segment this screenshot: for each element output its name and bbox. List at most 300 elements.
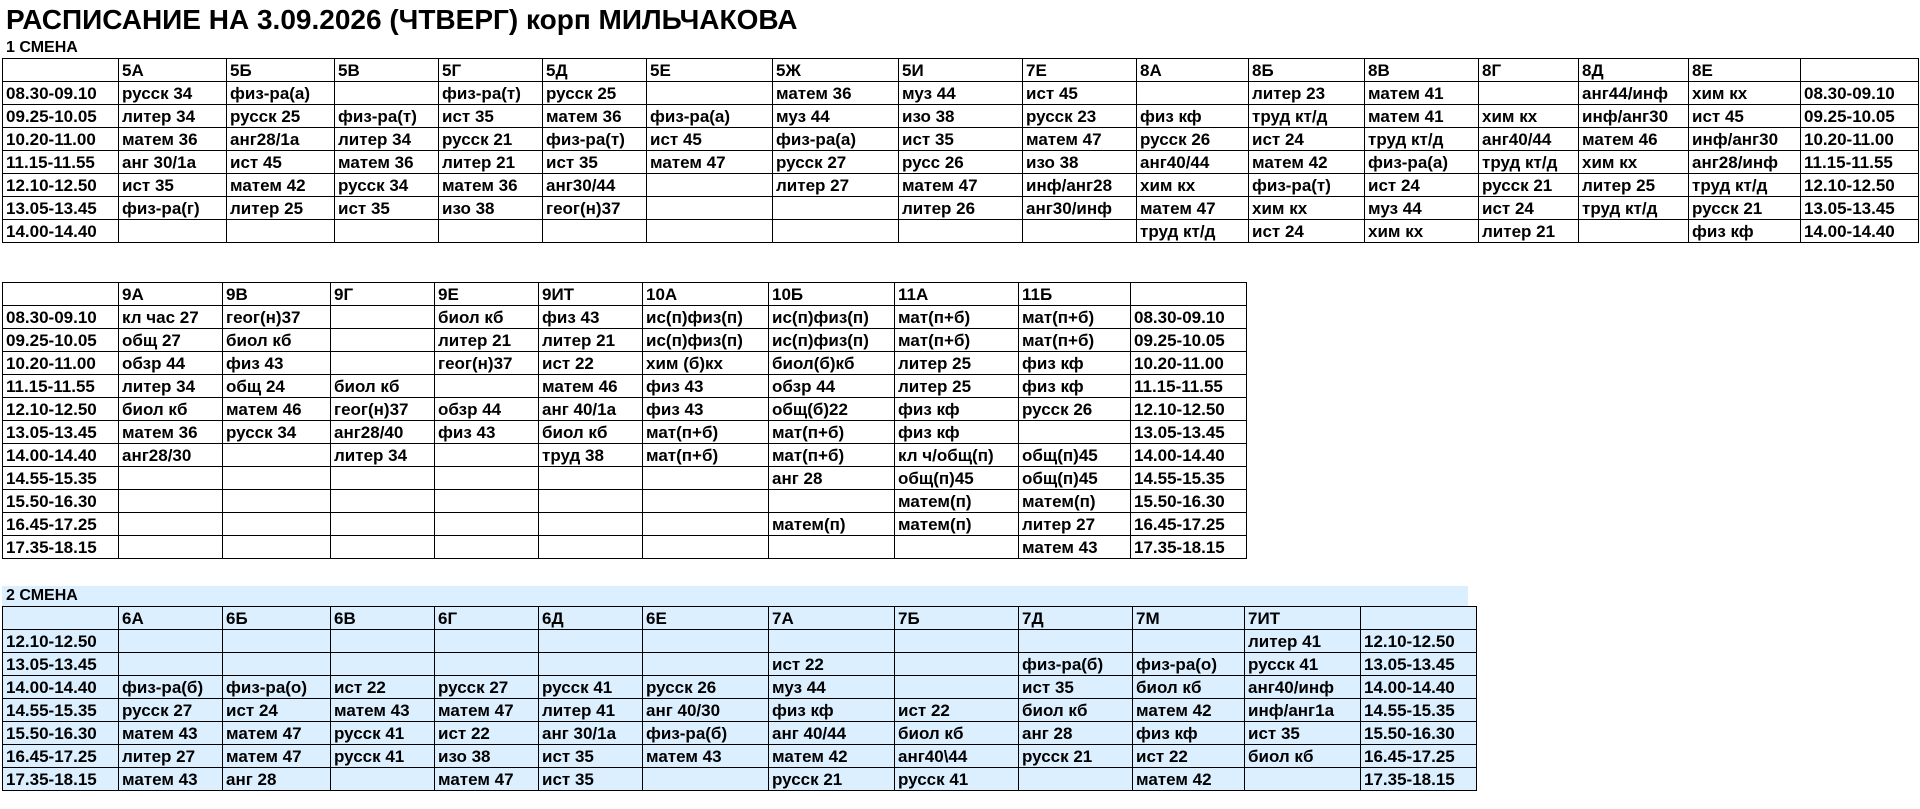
table-row (3, 676, 1477, 699)
table-row (3, 699, 1477, 722)
class-header-cell: 9Г (331, 283, 435, 306)
class-header-cell: 7Е (1023, 59, 1137, 82)
lesson-cell: общ(п)45 (1019, 444, 1131, 467)
lesson-cell (435, 444, 539, 467)
lesson-cell (543, 220, 647, 243)
lesson-cell: матем 42 (769, 745, 895, 768)
time-slot-cell: 13.05-13.45 (1361, 653, 1477, 676)
lesson-cell (331, 768, 435, 791)
lesson-cell: русск 27 (435, 676, 539, 699)
time-slot-cell: 10.20-11.00 (1131, 352, 1247, 375)
lesson-cell: биол кб (223, 329, 331, 352)
lesson-cell: русск 41 (331, 722, 435, 745)
lesson-cell: мат(п+б) (769, 421, 895, 444)
class-header-cell: 6Е (643, 607, 769, 630)
lesson-cell: анг 40/1а (539, 398, 643, 421)
class-header-cell: 10Б (769, 283, 895, 306)
time-slot-cell: 14.55-15.35 (1131, 467, 1247, 490)
schedule-table-shift1-grades5-8 (2, 58, 1919, 243)
lesson-cell: физ-ра(т) (1249, 174, 1365, 197)
lesson-cell (643, 630, 769, 653)
lesson-cell: муз 44 (773, 105, 899, 128)
time-slot-cell: 10.20-11.00 (3, 128, 119, 151)
shift1-label: 1 СМЕНА (6, 39, 78, 56)
lesson-cell: труд кт/д (1137, 220, 1249, 243)
time-slot-cell: 14.00-14.40 (1131, 444, 1247, 467)
shift2-label: 2 СМЕНА (2, 586, 1468, 606)
lesson-cell: литер 26 (899, 197, 1023, 220)
class-header-cell: 5В (335, 59, 439, 82)
lesson-cell: литер 21 (539, 329, 643, 352)
lesson-cell: физ 43 (643, 375, 769, 398)
lesson-cell (769, 630, 895, 653)
lesson-cell: кл ч/общ(п) (895, 444, 1019, 467)
lesson-cell (223, 467, 331, 490)
time-slot-cell: 13.05-13.45 (3, 421, 119, 444)
lesson-cell: матем 47 (899, 174, 1023, 197)
lesson-cell: литер 27 (1019, 513, 1131, 536)
lesson-cell: русск 34 (335, 174, 439, 197)
time-slot-cell: 15.50-16.30 (1361, 722, 1477, 745)
lesson-cell: матем 41 (1365, 105, 1479, 128)
lesson-cell: матем 42 (1249, 151, 1365, 174)
class-header-cell: 6А (119, 607, 223, 630)
lesson-cell: русск 21 (1019, 745, 1133, 768)
table-row (3, 197, 1919, 220)
lesson-cell: литер 23 (1249, 82, 1365, 105)
time-slot-cell: 14.55-15.35 (3, 699, 119, 722)
lesson-cell: матем 47 (435, 768, 539, 791)
lesson-cell: русск 26 (643, 676, 769, 699)
lesson-cell: матем 43 (331, 699, 435, 722)
lesson-cell: матем 47 (223, 722, 331, 745)
lesson-cell: анг28/40 (331, 421, 435, 444)
lesson-cell (223, 653, 331, 676)
class-header-cell: 11Б (1019, 283, 1131, 306)
time-slot-cell: 11.15-11.55 (3, 151, 119, 174)
lesson-cell: ист 35 (119, 174, 227, 197)
lesson-cell: ист 24 (1479, 197, 1579, 220)
lesson-cell: ис(п)физ(п) (643, 329, 769, 352)
class-header-cell: 6В (331, 607, 435, 630)
lesson-cell: муз 44 (769, 676, 895, 699)
lesson-cell: физ кф (1689, 220, 1801, 243)
lesson-cell: литер 25 (227, 197, 335, 220)
class-header-cell: 5Б (227, 59, 335, 82)
class-header-cell: 5Г (439, 59, 543, 82)
lesson-cell (435, 630, 539, 653)
lesson-cell: матем 47 (647, 151, 773, 174)
table-row (3, 653, 1477, 676)
class-header-cell: 9В (223, 283, 331, 306)
time-slot-cell: 10.20-11.00 (3, 352, 119, 375)
lesson-cell (223, 444, 331, 467)
lesson-cell: общ 24 (223, 375, 331, 398)
lesson-cell: геог(н)37 (543, 197, 647, 220)
lesson-cell: труд кт/д (1365, 128, 1479, 151)
lesson-cell: мат(п+б) (1019, 306, 1131, 329)
lesson-cell: русск 26 (1137, 128, 1249, 151)
lesson-cell: анг30/инф (1023, 197, 1137, 220)
lesson-cell: хим кх (1579, 151, 1689, 174)
lesson-cell (895, 676, 1019, 699)
lesson-cell: физ-ра(б) (643, 722, 769, 745)
lesson-cell (643, 653, 769, 676)
lesson-cell: общ(п)45 (1019, 467, 1131, 490)
lesson-cell: литер 34 (119, 375, 223, 398)
lesson-cell: матем 43 (643, 745, 769, 768)
lesson-cell: физ-ра(а) (1365, 151, 1479, 174)
lesson-cell (1579, 220, 1689, 243)
time-slot-cell: 08.30-09.10 (3, 82, 119, 105)
time-slot-cell: 09.25-10.05 (3, 105, 119, 128)
class-header-cell: 8А (1137, 59, 1249, 82)
lesson-cell (335, 82, 439, 105)
lesson-cell (539, 467, 643, 490)
time-slot-cell: 08.30-09.10 (3, 306, 119, 329)
class-header-cell: 7Б (895, 607, 1019, 630)
lesson-cell (119, 536, 223, 559)
lesson-cell: ист 45 (1023, 82, 1137, 105)
time-slot-cell: 17.35-18.15 (3, 536, 119, 559)
class-header-cell (3, 283, 119, 306)
lesson-cell: труд кт/д (1479, 151, 1579, 174)
lesson-cell: геог(н)37 (223, 306, 331, 329)
lesson-cell (439, 220, 543, 243)
class-header-cell: 8Б (1249, 59, 1365, 82)
table-header-row (3, 607, 1477, 630)
lesson-cell: хим кх (1249, 197, 1365, 220)
table-row (3, 398, 1247, 421)
lesson-cell (643, 513, 769, 536)
table-row (3, 513, 1247, 536)
lesson-cell: матем(п) (895, 513, 1019, 536)
lesson-cell: анг28/30 (119, 444, 223, 467)
lesson-cell (331, 490, 435, 513)
time-slot-cell: 12.10-12.50 (3, 630, 119, 653)
lesson-cell: матем 42 (227, 174, 335, 197)
lesson-cell: физ 43 (435, 421, 539, 444)
lesson-cell: русск 27 (119, 699, 223, 722)
lesson-cell: анг 40/44 (769, 722, 895, 745)
lesson-cell: мат(п+б) (769, 444, 895, 467)
class-header-cell: 11А (895, 283, 1019, 306)
lesson-cell (335, 220, 439, 243)
time-slot-cell: 16.45-17.25 (1361, 745, 1477, 768)
time-slot-cell: 13.05-13.45 (3, 653, 119, 676)
lesson-cell: ис(п)физ(п) (643, 306, 769, 329)
class-header-cell: 6Д (539, 607, 643, 630)
lesson-cell (643, 490, 769, 513)
lesson-cell: изо 38 (1023, 151, 1137, 174)
table-row (3, 105, 1919, 128)
lesson-cell: матем 46 (1579, 128, 1689, 151)
lesson-cell (647, 174, 773, 197)
lesson-cell (1023, 220, 1137, 243)
lesson-cell (1137, 82, 1249, 105)
table-row (3, 82, 1919, 105)
time-slot-cell: 13.05-13.45 (1801, 197, 1919, 220)
time-slot-cell: 15.50-16.30 (1131, 490, 1247, 513)
class-header-cell (1801, 59, 1919, 82)
lesson-cell: биол кб (539, 421, 643, 444)
lesson-cell: анг 40/30 (643, 699, 769, 722)
class-header-cell: 7А (769, 607, 895, 630)
lesson-cell: матем 47 (1023, 128, 1137, 151)
lesson-cell: физ 43 (643, 398, 769, 421)
lesson-cell: русск 21 (769, 768, 895, 791)
table-row (3, 467, 1247, 490)
lesson-cell: анг 28 (223, 768, 331, 791)
lesson-cell: ист 22 (435, 722, 539, 745)
lesson-cell: изо 38 (439, 197, 543, 220)
lesson-cell: русск 23 (1023, 105, 1137, 128)
table-row (3, 630, 1477, 653)
lesson-cell: матем 36 (119, 128, 227, 151)
time-slot-cell: 16.45-17.25 (3, 513, 119, 536)
lesson-cell (435, 536, 539, 559)
lesson-cell: ист 35 (539, 768, 643, 791)
lesson-cell: ист 35 (899, 128, 1023, 151)
time-slot-cell: 12.10-12.50 (3, 174, 119, 197)
lesson-cell: физ-ра(б) (1019, 653, 1133, 676)
lesson-cell: физ-ра(т) (543, 128, 647, 151)
table-row (3, 444, 1247, 467)
class-header-cell: 7Д (1019, 607, 1133, 630)
lesson-cell: физ кф (895, 421, 1019, 444)
time-slot-cell: 14.00-14.40 (1361, 676, 1477, 699)
time-slot-cell: 12.10-12.50 (1801, 174, 1919, 197)
table-row (3, 768, 1477, 791)
lesson-cell (539, 630, 643, 653)
lesson-cell: труд кт/д (1579, 197, 1689, 220)
table-row (3, 151, 1919, 174)
time-slot-cell: 15.50-16.30 (3, 722, 119, 745)
class-header-cell: 9Е (435, 283, 539, 306)
lesson-cell: хим кх (1137, 174, 1249, 197)
lesson-cell: анг30/44 (543, 174, 647, 197)
lesson-cell: русск 41 (539, 676, 643, 699)
lesson-cell (895, 653, 1019, 676)
lesson-cell: литер 27 (773, 174, 899, 197)
time-slot-cell: 17.35-18.15 (1361, 768, 1477, 791)
lesson-cell: ист 45 (1689, 105, 1801, 128)
lesson-cell: физ кф (1133, 722, 1245, 745)
class-header-cell (1361, 607, 1477, 630)
time-slot-cell: 14.00-14.40 (1801, 220, 1919, 243)
lesson-cell: физ кф (1019, 352, 1131, 375)
lesson-cell (331, 513, 435, 536)
lesson-cell (769, 490, 895, 513)
lesson-cell: мат(п+б) (643, 444, 769, 467)
lesson-cell: труд кт/д (1249, 105, 1365, 128)
lesson-cell: физ 43 (539, 306, 643, 329)
time-slot-cell: 13.05-13.45 (1131, 421, 1247, 444)
lesson-cell (119, 630, 223, 653)
lesson-cell: инф/анг30 (1689, 128, 1801, 151)
class-header-cell (3, 607, 119, 630)
lesson-cell: русск 26 (1019, 398, 1131, 421)
lesson-cell (331, 653, 435, 676)
lesson-cell: ист 35 (539, 745, 643, 768)
lesson-cell (435, 513, 539, 536)
time-slot-cell: 12.10-12.50 (1361, 630, 1477, 653)
lesson-cell: анг40/44 (1479, 128, 1579, 151)
time-slot-cell: 09.25-10.05 (3, 329, 119, 352)
lesson-cell (435, 490, 539, 513)
table-row (3, 174, 1919, 197)
lesson-cell: ист 24 (223, 699, 331, 722)
lesson-cell: анг 30/1а (539, 722, 643, 745)
lesson-cell: матем(п) (895, 490, 1019, 513)
time-slot-cell: 08.30-09.10 (1801, 82, 1919, 105)
lesson-cell: муз 44 (899, 82, 1023, 105)
lesson-cell: литер 41 (1245, 630, 1361, 653)
lesson-cell (773, 197, 899, 220)
time-slot-cell: 09.25-10.05 (1131, 329, 1247, 352)
lesson-cell: анг28/инф (1689, 151, 1801, 174)
lesson-cell (119, 653, 223, 676)
lesson-cell (1479, 82, 1579, 105)
lesson-cell: физ-ра(а) (227, 82, 335, 105)
time-slot-cell: 12.10-12.50 (3, 398, 119, 421)
lesson-cell (643, 467, 769, 490)
lesson-cell: ист 24 (1249, 128, 1365, 151)
lesson-cell (1245, 768, 1361, 791)
lesson-cell (769, 536, 895, 559)
class-header-cell: 7М (1133, 607, 1245, 630)
lesson-cell (119, 490, 223, 513)
lesson-cell: матем 36 (335, 151, 439, 174)
lesson-cell: литер 25 (895, 375, 1019, 398)
lesson-cell (223, 536, 331, 559)
time-slot-cell: 10.20-11.00 (1801, 128, 1919, 151)
lesson-cell: труд кт/д (1689, 174, 1801, 197)
lesson-cell (539, 490, 643, 513)
lesson-cell: физ-ра(о) (223, 676, 331, 699)
table-row (3, 421, 1247, 444)
time-slot-cell: 14.55-15.35 (1361, 699, 1477, 722)
schedule-table-shift2 (2, 606, 1477, 791)
lesson-cell (331, 536, 435, 559)
lesson-cell: муз 44 (1365, 197, 1479, 220)
lesson-cell: русск 27 (773, 151, 899, 174)
lesson-cell (1019, 421, 1131, 444)
class-header-cell: 5Е (647, 59, 773, 82)
time-slot-cell: 14.00-14.40 (3, 220, 119, 243)
class-header-cell: 5И (899, 59, 1023, 82)
lesson-cell: обзр 44 (769, 375, 895, 398)
lesson-cell (331, 467, 435, 490)
lesson-cell: анг40/44 (1137, 151, 1249, 174)
lesson-cell: ист 35 (439, 105, 543, 128)
lesson-cell (539, 653, 643, 676)
lesson-cell: анг44/инф (1579, 82, 1689, 105)
lesson-cell: мат(п+б) (895, 306, 1019, 329)
lesson-cell (119, 467, 223, 490)
lesson-cell (223, 630, 331, 653)
lesson-cell: литер 34 (335, 128, 439, 151)
time-slot-cell: 17.35-18.15 (1131, 536, 1247, 559)
lesson-cell: ист 22 (1133, 745, 1245, 768)
lesson-cell: биол кб (435, 306, 539, 329)
time-slot-cell: 09.25-10.05 (1801, 105, 1919, 128)
lesson-cell: ист 35 (1019, 676, 1133, 699)
lesson-cell: матем 43 (119, 722, 223, 745)
lesson-cell: ист 22 (769, 653, 895, 676)
lesson-cell: общ(п)45 (895, 467, 1019, 490)
lesson-cell: физ-ра(а) (647, 105, 773, 128)
lesson-cell: мат(п+б) (643, 421, 769, 444)
lesson-cell: матем 43 (1019, 536, 1131, 559)
lesson-cell: обзр 44 (435, 398, 539, 421)
lesson-cell: матем 46 (223, 398, 331, 421)
lesson-cell: физ-ра(т) (335, 105, 439, 128)
lesson-cell (331, 306, 435, 329)
lesson-cell: анг 28 (1019, 722, 1133, 745)
lesson-cell: матем 47 (1137, 197, 1249, 220)
lesson-cell: матем 36 (119, 421, 223, 444)
time-slot-cell: 14.55-15.35 (3, 467, 119, 490)
time-slot-cell: 11.15-11.55 (1131, 375, 1247, 398)
class-header-cell: 8Г (1479, 59, 1579, 82)
table-row (3, 352, 1247, 375)
lesson-cell: биол кб (119, 398, 223, 421)
lesson-cell: ист 35 (1245, 722, 1361, 745)
class-header-cell: 9А (119, 283, 223, 306)
lesson-cell: ист 22 (895, 699, 1019, 722)
lesson-cell: физ-ра(б) (119, 676, 223, 699)
lesson-cell: литер 27 (119, 745, 223, 768)
lesson-cell (647, 220, 773, 243)
table-row (3, 722, 1477, 745)
class-header-cell (1131, 283, 1247, 306)
table-row (3, 306, 1247, 329)
lesson-cell (331, 329, 435, 352)
lesson-cell: русск 21 (439, 128, 543, 151)
time-slot-cell: 11.15-11.55 (3, 375, 119, 398)
lesson-cell: физ-ра(о) (1133, 653, 1245, 676)
class-header-cell: 8Е (1689, 59, 1801, 82)
lesson-cell: ист 24 (1365, 174, 1479, 197)
lesson-cell: физ кф (1019, 375, 1131, 398)
lesson-cell: литер 21 (1479, 220, 1579, 243)
lesson-cell: мат(п+б) (1019, 329, 1131, 352)
lesson-cell: ис(п)физ(п) (769, 306, 895, 329)
lesson-cell: русск 25 (227, 105, 335, 128)
lesson-cell: матем 36 (773, 82, 899, 105)
lesson-cell: общ 27 (119, 329, 223, 352)
lesson-cell (435, 375, 539, 398)
lesson-cell (119, 513, 223, 536)
lesson-cell: литер 41 (539, 699, 643, 722)
lesson-cell: геог(н)37 (435, 352, 539, 375)
lesson-cell: литер 34 (119, 105, 227, 128)
lesson-cell: биол кб (895, 722, 1019, 745)
class-header-cell: 6Б (223, 607, 331, 630)
lesson-cell: физ кф (1137, 105, 1249, 128)
lesson-cell: биол кб (1019, 699, 1133, 722)
lesson-cell: русск 41 (895, 768, 1019, 791)
lesson-cell: обзр 44 (119, 352, 223, 375)
table-row (3, 745, 1477, 768)
lesson-cell: хим кх (1365, 220, 1479, 243)
lesson-cell: анг40\44 (895, 745, 1019, 768)
lesson-cell: анг40/инф (1245, 676, 1361, 699)
schedule-table-shift1-grades9-11 (2, 282, 1247, 559)
lesson-cell (773, 220, 899, 243)
lesson-cell: труд 38 (539, 444, 643, 467)
